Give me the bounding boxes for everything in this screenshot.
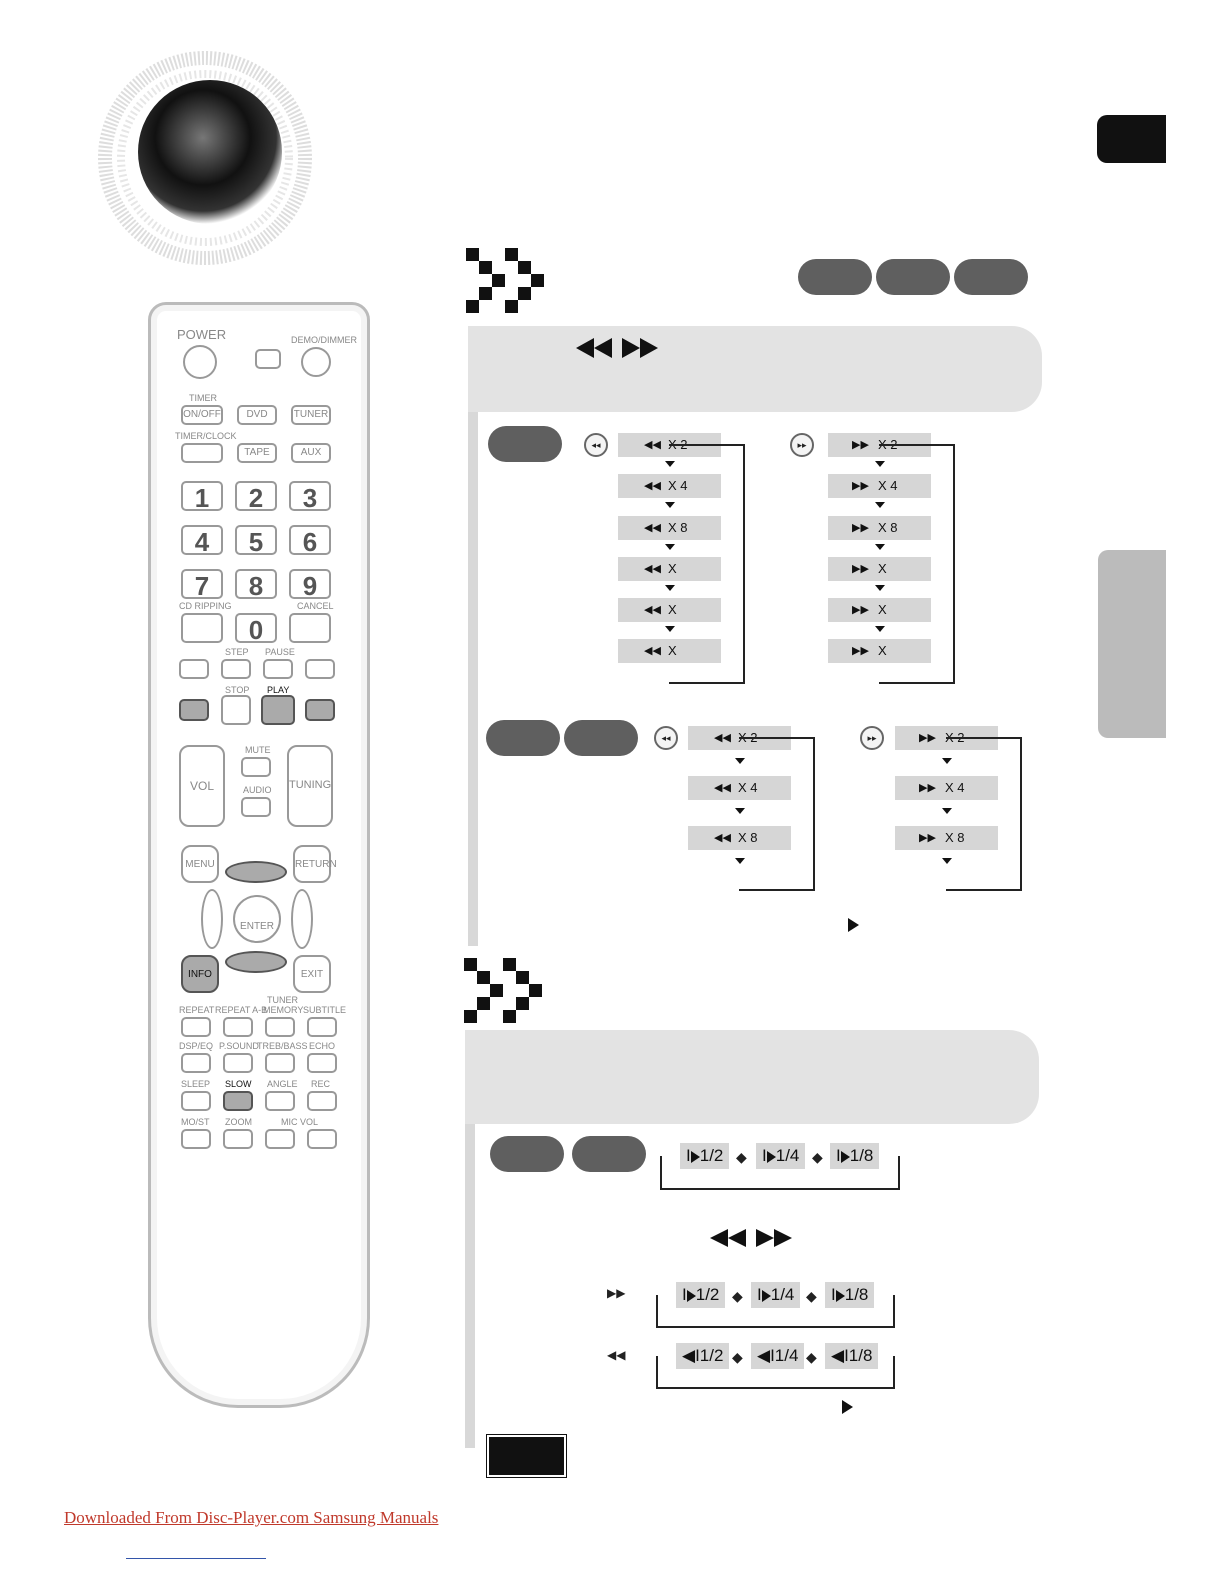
enter-button[interactable]: ENTER <box>233 895 281 943</box>
repeat-ab-button[interactable] <box>223 1017 253 1037</box>
ff-loop-line <box>879 444 955 684</box>
dsp-eq-label: DSP/EQ <box>179 1041 214 1051</box>
step-button[interactable] <box>221 659 251 679</box>
pause-label: PAUSE <box>265 647 295 657</box>
slow-speed-item: I 1/2 <box>680 1143 729 1169</box>
tape-button[interactable]: TAPE <box>237 443 277 463</box>
slow-fwd-item: I 1/4 <box>751 1282 800 1308</box>
digit-9-button[interactable]: 9 <box>289 569 331 599</box>
cd-ripping-label: CD RIPPING <box>179 601 232 611</box>
cancel-label: CANCEL <box>297 601 334 611</box>
play-label: PLAY <box>267 685 290 695</box>
memory-label: MEMORY <box>263 1005 304 1015</box>
cd-disc-badge <box>564 720 638 756</box>
repeat-button[interactable] <box>181 1017 211 1037</box>
right-button[interactable] <box>291 889 313 949</box>
play-button[interactable] <box>261 695 295 725</box>
footer-underline <box>126 1558 266 1559</box>
mic-vol-label: MIC VOL <box>281 1117 319 1127</box>
step-label: STEP <box>225 647 249 657</box>
zoom-button[interactable] <box>223 1129 253 1149</box>
note-badge <box>487 1435 566 1477</box>
mo-st-label: MO/ST <box>181 1117 210 1127</box>
digit-2-button[interactable]: 2 <box>235 481 277 511</box>
ff-speed-item: ▶▶ X <box>828 639 931 663</box>
digit-1-button[interactable]: 1 <box>181 481 223 511</box>
subtitle-label: SUBTITLE <box>303 1005 347 1015</box>
ff-small-icon: ▸▸ <box>860 726 884 750</box>
rewind-small-icon: ◂◂ <box>654 726 678 750</box>
section2-marker-icon <box>464 958 544 1018</box>
rew-speed-item: ◀◀ X <box>618 639 721 663</box>
ff-speed-item: ▶▶ X 8 <box>828 516 931 540</box>
rewind-ff-icon <box>574 336 664 360</box>
section1-sidebar <box>468 326 478 946</box>
ff2-loop-line <box>946 737 1022 891</box>
sleep-label: SLEEP <box>181 1079 211 1089</box>
zoom-label: ZOOM <box>225 1117 252 1127</box>
speaker-graphic <box>90 40 320 275</box>
digit-3-button[interactable]: 3 <box>289 481 331 511</box>
rewind-button[interactable] <box>179 699 209 721</box>
tuner-button[interactable]: TUNER <box>291 405 331 425</box>
stop-button[interactable] <box>221 695 251 725</box>
up-button[interactable] <box>225 861 287 883</box>
rew2-loop-line <box>739 737 815 891</box>
rew-speed-item: ◀◀ X <box>618 557 721 581</box>
page-tab-top <box>1097 115 1166 163</box>
left-button[interactable] <box>201 889 223 949</box>
eject-button[interactable] <box>255 349 281 369</box>
ff-speed-item: ▶▶ X <box>828 557 931 581</box>
slow-main-loop <box>660 1156 900 1190</box>
rew-small-glyph-icon: ◀◀ <box>607 1348 626 1362</box>
echo-label: ECHO <box>309 1041 336 1051</box>
remote-control <box>148 302 370 1408</box>
digit-6-button[interactable]: 6 <box>289 525 331 555</box>
slow-fwd-item: I 1/2 <box>676 1282 725 1308</box>
slow-fwd-loop <box>656 1295 895 1328</box>
ff-speed-item: ▶▶ X 2 <box>828 433 931 457</box>
ff-speed-item: ▶▶ X <box>828 598 931 622</box>
rec-button[interactable] <box>307 1091 337 1111</box>
timer-label: TIMER <box>189 393 217 403</box>
rew-speed-item: ◀◀ X 4 <box>618 474 721 498</box>
slow-rev-item: ◀I1/4 <box>751 1343 804 1369</box>
exit-button[interactable]: EXIT <box>293 955 331 993</box>
section1-banner <box>468 326 1042 412</box>
play-arrow-icon <box>842 1398 853 1416</box>
menu-button[interactable]: MENU <box>181 845 219 883</box>
slow-rev-loop <box>656 1356 895 1389</box>
disc-badge-2 <box>876 259 950 295</box>
repeat-label: REPEAT <box>179 1005 215 1015</box>
disc-badge-3 <box>954 259 1028 295</box>
dvd-button[interactable]: DVD <box>237 405 277 425</box>
demo-dimmer-label: DEMO/DIMMER <box>291 335 357 345</box>
ff-small-glyph-icon: ▶▶ <box>607 1286 626 1300</box>
rew-loop-line <box>669 444 745 684</box>
mo-st-button[interactable] <box>181 1129 211 1149</box>
treb-bass-label: TREB/BASS <box>257 1041 308 1051</box>
dvd-disc-badge <box>488 426 562 462</box>
rewind-small-icon: ◂◂ <box>584 433 608 457</box>
disc-badge-1 <box>798 259 872 295</box>
timer-onoff-button[interactable]: ON/OFF <box>181 405 223 425</box>
skip-forward-button[interactable] <box>305 659 335 679</box>
mute-label: MUTE <box>245 745 271 755</box>
digit-0-button[interactable]: 0 <box>235 613 277 643</box>
angle-button[interactable] <box>265 1091 295 1111</box>
treb-bass-button[interactable] <box>265 1053 295 1073</box>
section1-marker-icon <box>466 248 546 308</box>
slow-button[interactable] <box>223 1091 253 1111</box>
cd-ripping-button[interactable] <box>181 613 223 643</box>
echo-button[interactable] <box>307 1053 337 1073</box>
digit-5-button[interactable]: 5 <box>235 525 277 555</box>
down-button[interactable] <box>225 951 287 973</box>
power-label: POWER <box>177 327 227 342</box>
ff2-speed-item: ▶▶ X 4 <box>895 776 998 800</box>
power-button[interactable] <box>183 345 217 379</box>
memory-button[interactable] <box>265 1017 295 1037</box>
digit-8-button[interactable]: 8 <box>235 569 277 599</box>
info-button[interactable]: INFO <box>181 955 219 993</box>
rec-label: REC <box>311 1079 331 1089</box>
section2-banner <box>465 1030 1039 1124</box>
rew2-speed-item: ◀◀ X 8 <box>688 826 791 850</box>
psound-button[interactable] <box>223 1053 253 1073</box>
pause-button[interactable] <box>263 659 293 679</box>
play-arrow-icon <box>848 916 859 934</box>
cancel-button[interactable] <box>289 613 331 643</box>
vol-rocker[interactable]: VOL <box>179 745 225 827</box>
mic-vol-up-button[interactable] <box>307 1129 337 1149</box>
slow-rev-item: ◀I1/2 <box>676 1343 729 1369</box>
ff2-speed-item: ▶▶ X 2 <box>895 726 998 750</box>
timer-clock-label: TIMER/CLOCK <box>175 431 237 441</box>
stop-label: STOP <box>225 685 250 695</box>
vcd-disc-badge <box>486 720 560 756</box>
rew-speed-item: ◀◀ X 2 <box>618 433 721 457</box>
slow-speed-item: I 1/4 <box>756 1143 805 1169</box>
mute-button[interactable] <box>241 757 271 777</box>
digit-4-button[interactable]: 4 <box>181 525 223 555</box>
repeat-ab-label: REPEAT A-B <box>215 1005 268 1015</box>
audio-button[interactable] <box>241 797 271 817</box>
digit-7-button[interactable]: 7 <box>181 569 223 599</box>
dvd-disc-badge-slow <box>490 1136 564 1172</box>
slow-label: SLOW <box>225 1079 252 1089</box>
slow-fwd-item: I 1/8 <box>825 1282 874 1308</box>
rew-speed-item: ◀◀ X <box>618 598 721 622</box>
slow-rev-item: ◀I1/8 <box>825 1343 878 1369</box>
ff2-speed-item: ▶▶ X 8 <box>895 826 998 850</box>
aux-button[interactable]: AUX <box>291 443 331 463</box>
rewind-ff-icon <box>708 1227 798 1249</box>
mic-vol-down-button[interactable] <box>265 1129 295 1149</box>
download-link[interactable]: Downloaded From Disc-Player.com Samsung Manuals <box>64 1508 439 1527</box>
angle-label: ANGLE <box>267 1079 298 1089</box>
sleep-button[interactable] <box>181 1091 211 1111</box>
tuner-memory-top-label: TUNER <box>267 995 298 1005</box>
subtitle-button[interactable] <box>307 1017 337 1037</box>
audio-label: AUDIO <box>243 785 272 795</box>
dsp-eq-button[interactable] <box>181 1053 211 1073</box>
timer-clock-button[interactable] <box>181 443 223 463</box>
rew-speed-item: ◀◀ X 8 <box>618 516 721 540</box>
section-tab <box>1098 550 1166 738</box>
tuning-rocker[interactable]: TUNING <box>287 745 333 827</box>
rew2-speed-item: ◀◀ X 4 <box>688 776 791 800</box>
fast-forward-button[interactable] <box>305 699 335 721</box>
rew2-speed-item: ◀◀ X 2 <box>688 726 791 750</box>
return-button[interactable]: RETURN <box>293 845 331 883</box>
ff-speed-item: ▶▶ X 4 <box>828 474 931 498</box>
vcd-disc-badge-slow <box>572 1136 646 1172</box>
psound-label: P.SOUND <box>219 1041 259 1051</box>
skip-back-button[interactable] <box>179 659 209 679</box>
slow-speed-item: I 1/8 <box>830 1143 879 1169</box>
ff-small-icon: ▸▸ <box>790 433 814 457</box>
demo-dimmer-button[interactable] <box>301 347 331 377</box>
